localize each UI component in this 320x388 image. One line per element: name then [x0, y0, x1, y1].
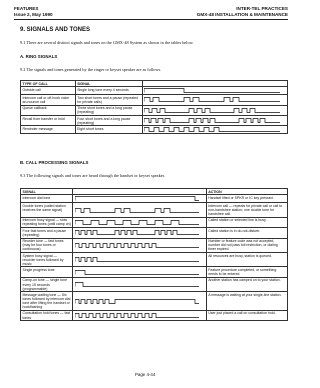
tone-pattern-graphic	[144, 87, 280, 94]
tone-pattern-graphic	[144, 126, 280, 133]
tone-pattern-line	[75, 197, 199, 201]
call-action-description: Handset lifted or SPKR or IC key pressed.	[206, 195, 287, 203]
call-pattern-cell	[73, 217, 206, 227]
tone-pattern-graphic	[75, 229, 199, 236]
call-signal-description: Intercom dial tone	[21, 195, 73, 203]
ring-call-type: Outside call	[21, 87, 76, 95]
call-table-row	[21, 277, 288, 291]
call-action-description: Called station is in do-not-disturb.	[206, 228, 287, 238]
call-pattern-cell	[73, 267, 206, 277]
call-table-row	[21, 228, 288, 238]
ring-pattern-cell	[142, 105, 287, 115]
tone-pattern-graphic	[75, 256, 199, 263]
ring-table-row	[21, 116, 288, 126]
ring-pattern-cell	[142, 95, 287, 105]
ring-signal-description: Single long tone every 4 seconds	[75, 87, 142, 95]
call-action-description: Intercom call — repeats for private call or call to non-handsfree station; one double tone for handsfree call.	[206, 203, 287, 217]
paragraph-9-2: 9.2 The signals and tones generated by the ringer or keyset speaker are as follows.	[20, 67, 162, 72]
tone-pattern-line	[144, 89, 280, 93]
call-table-row	[21, 238, 288, 252]
call-signal-description: Intercom busy signal — slow repeating tones (until camp on)	[21, 217, 73, 227]
ring-header-type: TYPE OF CALL	[21, 81, 76, 87]
ring-signal-description: Eight short tones	[75, 126, 142, 134]
call-signal-description: Consultation hold tones — fast tones	[21, 310, 73, 320]
call-header-action: ACTION	[206, 189, 287, 195]
header-practices: INTER-TEL PRACTICES	[236, 6, 288, 11]
ring-table-row	[21, 126, 288, 134]
call-table-row	[21, 252, 288, 266]
header-issue: Issue 2, May 1990	[14, 11, 53, 17]
ring-table-row	[21, 95, 288, 105]
call-action-description: A message is waiting at your single-line station.	[206, 292, 287, 311]
call-signal-description: Single progress tone	[21, 267, 73, 277]
tone-pattern-line	[75, 270, 199, 274]
call-action-description: Feature procedure completed, or something needs to be entered.	[206, 267, 287, 277]
ring-call-type: Reminder message	[21, 126, 76, 134]
call-signal-description: System busy signal — recorder tones followed by music	[21, 252, 73, 266]
tone-pattern-line	[144, 128, 280, 132]
ring-signal-description: Two short tones and a pause (repeated for private calls)	[75, 95, 142, 105]
call-table-row	[21, 292, 288, 311]
header-divider	[14, 19, 288, 20]
ring-table-row	[21, 87, 288, 95]
call-pattern-cell	[73, 310, 206, 320]
tone-pattern-graphic	[144, 117, 280, 124]
ring-signal-description: Three short tones and a long pause (repeating)	[75, 105, 142, 115]
tone-pattern-line	[144, 108, 280, 112]
call-action-description: Number or feature code was not accepted, number did not pass toll restriction, or dialing timer expired.	[206, 238, 287, 252]
call-pattern-cell	[73, 292, 206, 311]
tone-pattern-line	[75, 243, 199, 247]
tone-pattern-line	[75, 258, 199, 262]
call-pattern-cell	[73, 277, 206, 291]
ring-table-row	[21, 105, 288, 115]
header-right	[197, 6, 288, 17]
tone-pattern-line	[75, 314, 199, 318]
tone-pattern-graphic	[75, 242, 199, 249]
tone-pattern-line	[75, 208, 199, 212]
call-action-description: Called station or selected line is busy.	[206, 217, 287, 227]
tone-pattern-graphic	[75, 312, 199, 319]
tone-pattern-graphic	[75, 195, 199, 202]
call-pattern-cell	[73, 238, 206, 252]
paragraph-9-1: 9.1 There are several distinct signals and tones on the GMX-48 System as shown in the tables below.	[20, 40, 194, 45]
header-manual: GMX-48 INSTALLATION & MAINTENANCE	[196, 11, 288, 17]
ring-signals-table	[20, 80, 288, 134]
call-signal-description: Double tones (called station receives the same signal)	[21, 203, 73, 217]
tone-pattern-line	[75, 231, 199, 235]
call-table-row	[21, 195, 288, 203]
ring-call-type: Intercom call or off-hook voice an-nounce call	[21, 95, 76, 105]
call-pattern-cell	[73, 252, 206, 266]
tone-pattern-graphic	[75, 219, 199, 226]
tone-pattern-graphic	[75, 281, 199, 288]
tone-pattern-graphic	[75, 269, 199, 276]
tone-pattern-line	[144, 98, 280, 102]
page-number: Page 4-44	[135, 372, 156, 377]
tone-pattern-graphic	[75, 207, 199, 214]
tone-pattern-graphic	[144, 107, 280, 114]
call-action-description: All resources are busy, station is queued.	[206, 252, 287, 266]
ring-pattern-cell	[142, 126, 287, 134]
ring-pattern-cell	[142, 116, 287, 126]
header-left	[14, 6, 53, 17]
call-table-row	[21, 267, 288, 277]
call-pattern-cell	[73, 203, 206, 217]
tone-pattern-graphic	[75, 298, 199, 305]
ring-pattern-cell	[142, 87, 287, 95]
call-table-row	[21, 203, 288, 217]
ring-call-type: Recall from transfer or hold	[21, 116, 76, 126]
call-signal-description: Four fast tones and a pause (repeating)	[21, 228, 73, 238]
call-table-row	[21, 310, 288, 320]
subhead-call-processing: B. CALL PROCESSING SIGNALS	[20, 160, 89, 165]
call-action-description: Another station has camped on to your station.	[206, 277, 287, 291]
tone-pattern-line	[144, 119, 280, 123]
call-pattern-cell	[73, 228, 206, 238]
call-signal-description: Camp-on tone — single tone every 15 seconds (programmable)	[21, 277, 73, 291]
subhead-ring-signals: A. RING SIGNALS	[20, 54, 58, 59]
ring-header-signal: SIGNAL	[75, 81, 142, 87]
call-signal-description: Reorder tone — fast tones (may be four tones or continuous)	[21, 238, 73, 252]
ring-signal-description: Four short tones and a long pause (repeating)	[75, 116, 142, 126]
header-features: FEATURES	[14, 6, 39, 11]
call-pattern-cell	[73, 195, 206, 203]
call-header-signal: SIGNAL	[21, 189, 73, 195]
call-processing-table	[20, 188, 288, 321]
call-table-row	[21, 217, 288, 227]
call-action-description: User just placed a call on consultation hold.	[206, 310, 287, 320]
paragraph-9-3: 9.3 The following signals and tones are heard through the handset or keyset speaker.	[20, 173, 165, 178]
call-signal-description: Message waiting tone — Six tones followed by intercom dial tone after lifting the handset or hookflashing	[21, 292, 73, 311]
tone-pattern-line	[75, 299, 199, 303]
ring-call-type: Queue callback	[21, 105, 76, 115]
tone-pattern-line	[75, 283, 199, 287]
tone-pattern-graphic	[144, 96, 280, 103]
tone-pattern-line	[75, 220, 199, 224]
section-title: 9. SIGNALS AND TONES	[20, 27, 91, 33]
